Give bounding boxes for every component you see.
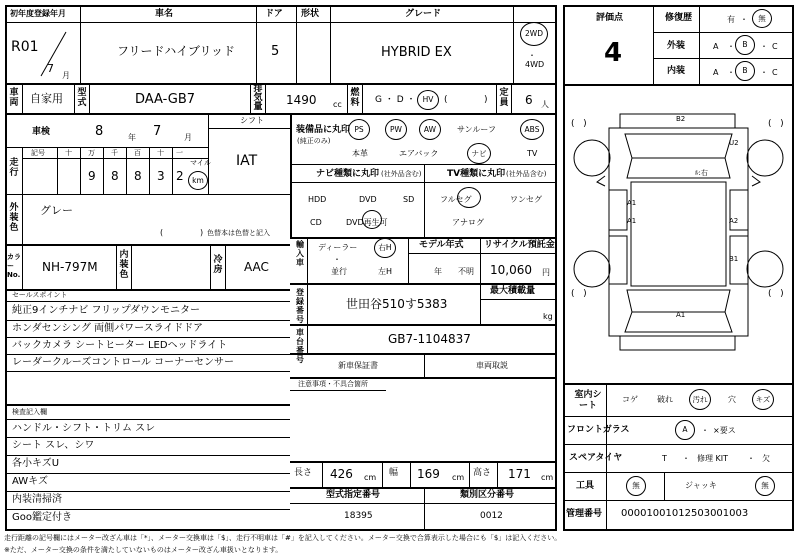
import-right-circled: 右H [374, 238, 396, 258]
length-value: 426 [330, 467, 353, 481]
divider [307, 283, 308, 324]
jack-none-circled: 無 [755, 476, 775, 496]
interior-label: 内装 [667, 66, 686, 76]
diagram-mark-a1-left: A1 [627, 199, 637, 207]
width-value: 169 [417, 467, 440, 481]
diagram-windshield [627, 158, 730, 178]
equipment-navi-circled: ナビ [467, 143, 491, 164]
tv-type-sub: (社外品含む) [506, 170, 547, 178]
footer-line-1: 走行距離の記号欄にはメーター改ざん車は「*」、メーター交換車は「$」、走行不明車は「#」を記入してください。メーター交換で合算表示した場合にも「$」は記入ください。 [4, 534, 562, 542]
diagram-hood [625, 134, 732, 158]
usage-value: 自家用 [30, 92, 63, 105]
divider [131, 244, 132, 289]
inspector-notes-label: 検査記入欄 [12, 408, 47, 416]
interior-color-label: 内装色 [119, 250, 129, 280]
category-value: 0012 [480, 511, 503, 521]
mileage-digit: 8 [111, 169, 119, 183]
divider [5, 371, 290, 372]
tv-fullseg-circle [457, 187, 481, 208]
repair-option-dot: ・ [740, 15, 748, 24]
diagram-body-outline [609, 128, 748, 336]
divider [5, 337, 290, 338]
spare-tire-missing: 欠 [762, 454, 770, 463]
tv-fullseg: フルセグ [440, 195, 472, 204]
divider [116, 244, 117, 289]
model-label: 型式 [77, 88, 87, 108]
divider [563, 500, 794, 501]
divider [210, 244, 211, 289]
fuel-hv-circled: HV [417, 90, 439, 110]
inspector-note-item: 内装清掃済 [12, 494, 62, 505]
divider [290, 182, 557, 183]
divider [424, 164, 425, 237]
navi-cd: CD [310, 218, 322, 227]
divider [250, 83, 251, 113]
plate-value: 世田谷510す5383 [346, 297, 448, 311]
divider [5, 83, 557, 85]
divider [5, 491, 290, 492]
height-value: 171 [508, 467, 531, 481]
drive-dot: ・ [528, 51, 536, 60]
divider [22, 83, 23, 113]
shift-value: IAT [236, 153, 258, 169]
car-name: フリードハイブリッド [117, 44, 235, 58]
diagram-mirror-right [752, 176, 760, 186]
equipment-tv: TV [527, 149, 538, 158]
divider [511, 83, 512, 113]
seat-scratch-circled: キズ [752, 389, 774, 410]
divider [322, 461, 323, 487]
equipment-label: 装備品に丸印 [296, 125, 351, 135]
chassis-label: 車台番号 [296, 328, 304, 364]
divider [480, 237, 481, 324]
mileage-label: 走行 [9, 158, 19, 178]
divider [5, 419, 290, 420]
reg-era: R01 [11, 39, 39, 55]
fuel-options: G ・ D ・ [375, 95, 416, 105]
divider [103, 147, 104, 194]
tv-oneseg: ワンセグ [510, 195, 542, 204]
seat-dirt-circled: 汚れ [689, 389, 711, 410]
divider [5, 455, 290, 456]
spare-tire-dot: ・ [747, 454, 755, 463]
diagram-paren-rl: ( ) [571, 289, 587, 299]
divider [5, 147, 208, 148]
spare-tire-label: スペアタイヤ [569, 453, 623, 463]
divider [653, 32, 794, 33]
divider [408, 253, 557, 254]
sales-point-item: ホンダセンシング 両側パワースライドドア [12, 323, 203, 334]
seat-option-hole: 穴 [728, 395, 736, 404]
divider [563, 383, 794, 385]
jack-label: ジャッキ [685, 481, 717, 490]
score-label: 評価点 [596, 13, 624, 23]
divider [563, 444, 794, 445]
new-car-warranty-label: 新車保証書 [338, 361, 378, 370]
max-load-unit: kg [543, 312, 553, 321]
navi-hdd: HDD [308, 195, 327, 204]
divider [5, 113, 557, 115]
divider [74, 83, 75, 113]
sales-points-label: セールスポイント [12, 291, 68, 299]
divider [382, 461, 383, 487]
divider [22, 244, 23, 289]
navi-dvd: DVD [359, 195, 377, 204]
inspector-note-item: Goo鑑定付き [12, 512, 72, 523]
divider [22, 194, 23, 244]
divider [5, 301, 290, 302]
length-label: 長さ [294, 468, 313, 478]
divider [497, 461, 498, 487]
divider [290, 283, 557, 285]
repair-option-yes: 有 [727, 15, 735, 24]
mileage-unit-5: 十 [157, 149, 164, 157]
diagram-roof [631, 182, 726, 286]
car-name-label: 車名 [155, 9, 174, 19]
divider [265, 83, 266, 113]
displacement-value: 1490 [286, 93, 317, 107]
type-designation-value: 18395 [344, 511, 373, 521]
mileage-unit-1: 十 [65, 149, 72, 157]
interior-seat-label: 室内シート [574, 390, 602, 411]
diagram-mark-b2: B2 [676, 115, 686, 123]
diagram-mark-note: ﾙ:右 [695, 169, 708, 177]
navi-type-sub: (社外品含む) [381, 170, 422, 178]
tv-type-label: TV種類に丸印 [447, 169, 506, 179]
repair-label: 修復歴 [665, 13, 693, 23]
spare-tire-kit: 修理 KIT [697, 454, 729, 463]
equipment-sunroof: サンルーフ [457, 125, 496, 134]
diagram-mark-b1: B1 [729, 255, 739, 263]
divider [653, 5, 654, 84]
recycle-unit: 円 [542, 268, 550, 277]
mileage-unit-3: 千 [111, 149, 118, 157]
fuel-paren-open: ( [444, 95, 448, 105]
seat-option-tear: 破れ [657, 395, 673, 404]
equipment-pw-circled: PW [385, 119, 407, 140]
inspection-label: 車検 [32, 127, 51, 137]
interior-option-c: C [772, 68, 778, 77]
capacity-label: 定員 [499, 88, 509, 108]
door-label: ドア [265, 9, 283, 19]
model-year-unit: 年 [434, 267, 442, 276]
footer-line-2: ※ただ、メーター交換の条件を満たしていないものはメーター改ざん車扱いとなります。 [4, 546, 283, 554]
model-year-unknown: 不明 [458, 267, 474, 276]
sales-point-item: 純正9インチナビ フリップダウンモニター [12, 305, 201, 316]
fuel-paren-close: ) [484, 95, 488, 105]
divider [469, 461, 470, 487]
height-label: 高さ [473, 468, 492, 478]
import-left: 左H [378, 267, 393, 276]
divider [513, 5, 514, 83]
divider [172, 147, 173, 194]
shift-label: シフト [240, 116, 264, 125]
door-count: 5 [271, 44, 280, 59]
repair-none-circled: 無 [752, 9, 772, 28]
seat-option-burn: コゲ [622, 395, 638, 404]
divider [290, 461, 557, 463]
diagram-wheel-fl [574, 140, 610, 176]
mileage-km-circled: km [188, 171, 208, 190]
color-paren-open: ( [160, 228, 164, 237]
displacement-unit: cc [333, 100, 342, 109]
divider [208, 128, 290, 129]
diagram-paren-rr: ( ) [768, 289, 784, 299]
reg-month: 7 [47, 62, 54, 75]
divider [290, 237, 557, 239]
capacity-value: 6 [525, 93, 533, 107]
import-dealer: ディーラー [318, 243, 358, 252]
equipment-aw-circled: AW [419, 119, 441, 140]
sales-point-item: レーダークルーズコントロール コーナーセンサー [12, 357, 234, 368]
mileage-digit: 9 [88, 169, 96, 183]
diagram-paren-fl: ( ) [571, 119, 587, 129]
divider [424, 487, 425, 531]
type-designation-label: 型式指定番号 [326, 490, 381, 500]
divider [362, 83, 363, 113]
recycle-label: リサイクル預託金 [484, 240, 555, 250]
tv-analog: アナログ [452, 218, 484, 227]
score-value: 4 [604, 38, 623, 68]
divider [5, 244, 290, 246]
windshield-a-circled: A [675, 420, 695, 440]
divider [5, 437, 290, 438]
exterior-option-dot: ・ [727, 42, 735, 51]
inspection-month-unit: 月 [184, 133, 192, 142]
exterior-option-dot: ・ [760, 42, 768, 51]
mgmt-label: 管理番号 [566, 509, 603, 519]
divider [290, 503, 557, 504]
exterior-option-a: A [713, 42, 719, 51]
divider [89, 83, 90, 113]
interior-b-circled: B [735, 61, 755, 81]
color-no-value: NH-797M [42, 260, 98, 274]
divider [563, 416, 794, 417]
inspection-year-unit: 年 [128, 133, 136, 142]
capacity-unit: 人 [541, 100, 549, 109]
mileage-record-label: 記号 [31, 149, 45, 157]
import-dot: ・ [333, 255, 341, 264]
mileage-unit-2: 万 [88, 149, 95, 157]
fuel-label: 燃料 [350, 88, 360, 108]
exterior-label: 外装 [667, 41, 686, 51]
exterior-option-c: C [772, 42, 778, 51]
navi-dvd-playback-circle [362, 210, 382, 229]
diagram-mark-a2: A2 [729, 217, 739, 225]
model-year-label: モデル年式 [419, 240, 464, 250]
mileage-mile-label: マイル [190, 159, 211, 167]
divider [290, 113, 292, 237]
divider [424, 353, 425, 377]
ac-label: 冷房 [213, 255, 223, 275]
diagram-rear-bumper [620, 336, 735, 350]
mileage-unit-4: 百 [134, 149, 141, 157]
diagram-wheel-fr [747, 140, 783, 176]
divider [5, 509, 290, 510]
exterior-b-circled: B [735, 35, 755, 55]
divider [290, 390, 386, 391]
divider [5, 22, 557, 23]
divider [80, 5, 81, 83]
cautions-label: 注意事項・不具合箇所 [298, 380, 368, 388]
color-no-label: カラーNo. [7, 253, 21, 279]
color-note: 色替本は色替と記入 [207, 229, 270, 237]
import-label: 輸入車 [296, 240, 304, 267]
diagram-mark-u2: U2 [729, 139, 739, 147]
spare-tire-t: T [662, 454, 667, 463]
divider [699, 5, 700, 84]
divider [149, 147, 150, 194]
mileage-digit: 8 [134, 169, 142, 183]
divider [347, 83, 348, 113]
divider [408, 237, 409, 283]
color-value: グレー [40, 204, 73, 217]
shape-label: 形状 [301, 9, 320, 19]
equipment-leather: 本革 [352, 149, 368, 158]
divider [22, 158, 208, 159]
mileage-digit: 3 [157, 169, 165, 183]
diagram-rear-window [627, 290, 730, 312]
mgmt-value: 00001001012503001003 [621, 508, 749, 519]
diagram-left-front-door [609, 190, 627, 230]
divider [5, 194, 290, 195]
equipment-abs-circled: ABS [520, 119, 544, 140]
max-load-label: 最大積載量 [490, 286, 536, 296]
navi-sd: SD [403, 195, 415, 204]
model-value: DAA-GB7 [135, 92, 196, 107]
divider [5, 354, 290, 355]
diagram-mark-a1-rear: A1 [676, 311, 686, 319]
first-reg-label: 初年度登録年月 [10, 9, 66, 18]
diagram-mark-a1-left-rear: A1 [627, 217, 637, 225]
inspector-note-item: AWキズ [12, 476, 48, 487]
interior-option-dot: ・ [727, 68, 735, 77]
import-parallel: 並行 [331, 267, 347, 276]
divider [290, 377, 557, 379]
inspector-note-item: ハンドル・シフト・トリム スレ [12, 423, 156, 434]
displacement-label: 排気量 [253, 84, 263, 112]
color-paren-close: ) [200, 228, 204, 237]
divider [5, 473, 290, 474]
manual-label: 車両取説 [476, 361, 508, 370]
mileage-unit-6: 一 [176, 149, 183, 157]
navi-dvd-playback: DVD再生可 [346, 218, 388, 227]
drive-4wd: 4WD [525, 60, 545, 69]
tools-label: 工具 [576, 481, 595, 491]
usage-label: 車両 [9, 88, 19, 108]
inspection-month: 7 [153, 124, 162, 139]
divider [290, 324, 557, 326]
divider [653, 58, 794, 59]
chassis-value: GB7-1104837 [388, 332, 471, 346]
divider [496, 83, 497, 113]
navi-type-label: ナビ種類に丸印 [316, 169, 380, 179]
divider [330, 5, 331, 83]
divider [57, 147, 58, 194]
divider [563, 472, 794, 473]
diagram-wheel-rl [574, 251, 610, 287]
interior-option-dot: ・ [760, 68, 768, 77]
divider [80, 147, 81, 194]
divider [22, 147, 23, 194]
inspector-note-item: 各小キズU [12, 458, 60, 469]
divider [256, 5, 257, 83]
divider [307, 237, 308, 283]
divider [5, 320, 290, 321]
diagram-left-rear-door [609, 236, 627, 284]
grade-value: HYBRID EX [381, 45, 452, 60]
mileage-digit: 2 [176, 169, 184, 183]
diagram-wheel-rr [747, 251, 783, 287]
inspection-year: 8 [95, 124, 104, 139]
interior-option-a: A [713, 68, 719, 77]
vehicle-damage-diagram [565, 86, 792, 380]
divider [664, 472, 665, 500]
divider [307, 324, 308, 353]
category-label: 類別区分番号 [460, 490, 515, 500]
equipment-airbag: エアバック [399, 149, 439, 158]
color-label: 外装色 [9, 203, 19, 233]
length-unit: cm [364, 473, 377, 482]
windshield-dot: ・ [701, 426, 709, 435]
inspector-note-item: シート スレ、シワ [12, 440, 95, 451]
divider [410, 461, 411, 487]
drive-2wd-circled: 2WD [520, 22, 548, 46]
divider [126, 147, 127, 194]
reg-month-unit: 月 [62, 71, 70, 80]
divider [480, 299, 557, 300]
spare-tire-dot: ・ [682, 454, 690, 463]
diagram-paren-fr: ( ) [768, 119, 784, 129]
windshield-label: フロントガラス [567, 425, 630, 435]
sales-point-item: バックカメラ シートヒーター LEDヘッドライト [12, 340, 228, 351]
divider [296, 5, 297, 83]
plate-label: 登録番号 [296, 288, 304, 324]
tools-none-circled: 無 [626, 476, 646, 496]
height-unit: cm [541, 473, 554, 482]
diagram-mirror-left [597, 176, 605, 186]
recycle-value: 10,060 [490, 263, 532, 277]
windshield-replace: ×要ス [713, 426, 736, 435]
width-label: 幅 [389, 468, 399, 478]
grade-label: グレード [405, 9, 442, 19]
divider [225, 244, 226, 289]
equipment-sub: (純正のみ) [297, 137, 331, 145]
divider [5, 404, 290, 406]
width-unit: cm [452, 473, 465, 482]
divider [208, 113, 209, 194]
equipment-ps-circled: PS [348, 119, 370, 140]
ac-value: AAC [244, 260, 269, 274]
